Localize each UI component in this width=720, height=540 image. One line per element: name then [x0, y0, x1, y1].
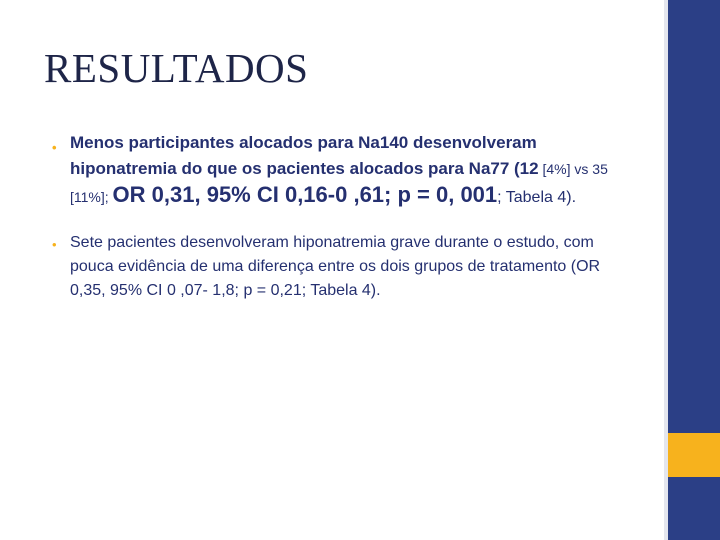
decor-band-gold	[668, 433, 720, 477]
bullet-item-2	[52, 231, 632, 303]
bullet-dot-icon: •	[52, 140, 57, 155]
bullet-1-text-reference: ; Tabela 4).	[497, 189, 577, 206]
decor-band-navy-top	[668, 0, 720, 433]
bullet-1-text-stats: OR 0,31, 95% CI 0,16-0 ,61; p = 0, 001	[112, 182, 498, 207]
slide-title: RESULTADOS	[44, 45, 309, 91]
bullet-list	[52, 130, 632, 303]
bullet-2-text: Sete pacientes desenvolveram hiponatremia grave durante o estudo, com pouca evidência de uma diferença entre os dois grupos de tratamento (OR 0,35, 95% CI 0 ,07- 1,8; p = 0,21; Tabela 4).	[70, 234, 601, 299]
bullet-1-text-counts: [4%] vs 35 [11%];	[70, 161, 608, 205]
bullet-item-1	[52, 130, 632, 211]
decor-band-navy-bottom	[668, 477, 720, 540]
bullet-dot-icon: •	[52, 237, 57, 252]
bullet-1-text-main: Menos participantes alocados para Na140 desenvolveram hiponatremia do que os pacientes alocados para Na77 (12	[70, 133, 539, 178]
